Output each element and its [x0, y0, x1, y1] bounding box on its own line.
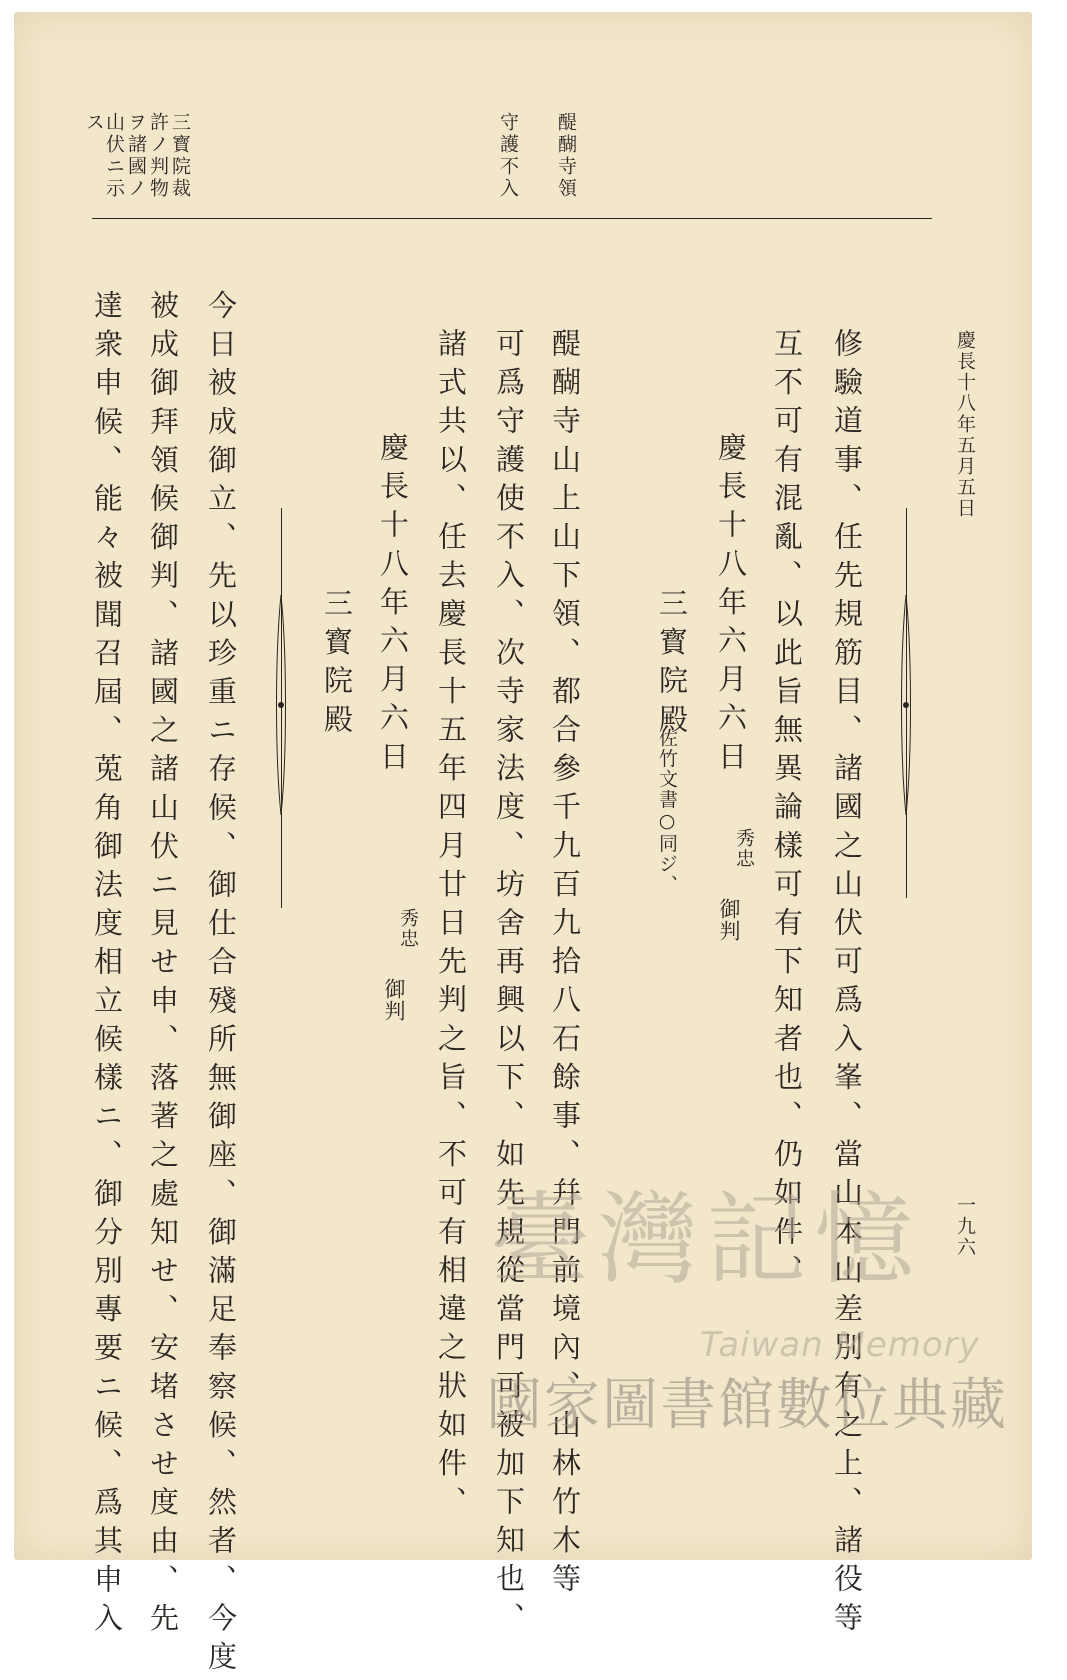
document-date: 慶長十八年六月六日	[714, 432, 748, 780]
signer-seal: 御判	[717, 898, 741, 942]
margin-note-line: ス	[83, 112, 105, 134]
watermark-latin: Taiwan Memory	[700, 1325, 980, 1365]
document-line: 今日被成御立、先以珍重ニ存候、御仕合殘所無御座、御滿足奉察候、然者、今度	[204, 290, 238, 1680]
margin-note-line: 許ノ判物	[147, 112, 169, 200]
signer-seal: 御判	[382, 978, 406, 1022]
margin-note-line: 山伏ニ示	[103, 112, 125, 200]
document-date: 慶長十八年六月六日	[376, 432, 410, 780]
signer-name: 秀忠	[733, 828, 755, 869]
watermark-calligraphy: 臺灣記憶	[490, 1181, 922, 1298]
document-line: 可爲守護使不入、次寺家法度、坊舍再興以下、如先規從當門可被加下知也、	[492, 328, 526, 1641]
margin-note-line: ヲ諸國ノ	[125, 112, 147, 200]
addressee: 三寳院殿	[655, 588, 689, 743]
document-line: 達衆申候、能々被聞召屆、莵角御法度相立候樣ニ、御分別專要ニ候、爲其申入	[90, 290, 124, 1641]
addressee: 三寳院殿	[320, 588, 354, 743]
document-line: 被成御拜領候御判、諸國之諸山伏ニ見せ申、落著之處知せ、安堵させ度由、先	[146, 290, 180, 1641]
document-line: 互不可有混亂、以此旨無異論樣可有下知者也、仍如件、	[770, 328, 804, 1293]
margin-note-line: 三寳院裁	[169, 112, 191, 200]
document-line: 諸式共以、任去慶長十五年四月廿日先判之旨、不可有相違之狀如件、	[434, 328, 468, 1525]
separator-ornament	[274, 595, 288, 815]
watermark-library: 國家圖書館數位典藏	[486, 1373, 1008, 1438]
margin-note-line: 守護不入	[497, 112, 519, 200]
document-line: 醍醐寺山上山下領、都合參千九百九拾八石餘事、幷門前境內、山林竹木等	[548, 328, 582, 1602]
source-note: 佐竹文書○同ジ、	[656, 728, 678, 895]
separator-ornament	[899, 595, 913, 815]
header-rule	[92, 218, 932, 219]
running-header-date: 慶長十八年五月五日	[954, 330, 976, 519]
document-line: 修驗道事、任先規筋目、諸國之山伏可爲入峯、當山本山差別有之上、諸役等	[830, 328, 864, 1641]
signer-name: 秀忠	[397, 908, 419, 949]
margin-note-line: 醍醐寺領	[555, 112, 577, 200]
page-number: 一九六	[954, 1195, 976, 1258]
